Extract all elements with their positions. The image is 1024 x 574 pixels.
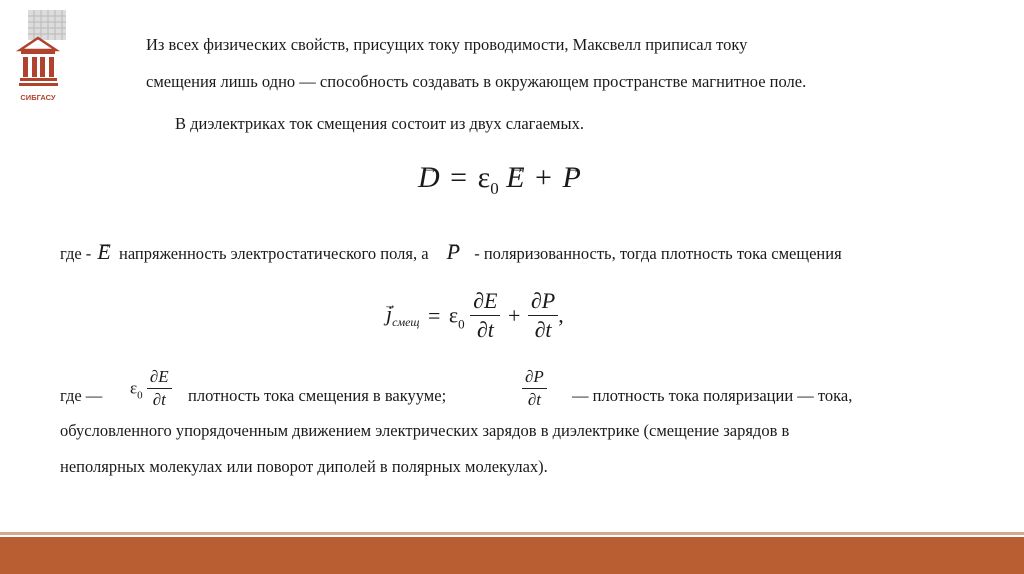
footer-bar xyxy=(0,537,1024,574)
symbol-j-vector: → j xyxy=(386,300,392,328)
footer-thin-bar xyxy=(0,532,1024,535)
where2-dp-den: ∂t xyxy=(527,390,541,409)
where1-prefix: где - xyxy=(60,244,92,263)
inline-p-vector: → P xyxy=(447,242,460,262)
fraction-dp-den: ∂t xyxy=(534,317,552,342)
formula-displacement-current xyxy=(386,287,564,344)
formula2-comma: , xyxy=(558,302,564,328)
inline-e-vector: → E xyxy=(97,242,110,262)
where2-de-num: ∂E xyxy=(147,366,172,389)
where1-suffix: - поляризованность, тогда плотность тока смещения xyxy=(474,244,842,263)
symbol-e-vector: → E xyxy=(506,158,524,198)
text-line-a: обусловленного упорядоченным движением электрических зарядов в диэлектрике (смещение зарядов в xyxy=(60,421,790,440)
formula-dp-dt xyxy=(522,366,547,411)
logo-text: СИБГАСУ xyxy=(20,93,56,102)
fraction-dp-dt xyxy=(528,287,558,344)
where2-fraction-dp-dt xyxy=(522,366,547,411)
fraction-de-den: ∂t xyxy=(476,317,494,342)
symbol-d-vector: → D xyxy=(418,158,440,198)
where2-epsilon-sub: 0 xyxy=(137,389,143,402)
text-line-3: В диэлектриках ток смещения состоит из двух слагаемых. xyxy=(175,114,584,133)
symbol-p-vector: → P xyxy=(562,158,580,198)
formula2-epsilon: ε xyxy=(448,302,459,328)
text-line-2: смещения лишь одно — способность создавать в окружающем пространстве магнитное поле. xyxy=(146,72,807,91)
formula1-plus: + xyxy=(535,161,552,194)
formula-d-equals xyxy=(418,158,581,209)
where2-fraction-de-dt xyxy=(147,366,172,411)
formula2-equals: = xyxy=(428,302,441,328)
formula2-plus: + xyxy=(507,302,521,328)
where2-suffix: — плотность тока поляризации — тока, xyxy=(572,386,853,405)
fraction-de-num: ∂E xyxy=(470,287,500,316)
where2-dp-num: ∂P xyxy=(522,366,547,389)
formula1-epsilon: ε xyxy=(477,161,491,194)
where-line-1 xyxy=(60,239,842,264)
where2-de-den: ∂t xyxy=(152,390,166,409)
where2-epsilon: ε xyxy=(130,378,138,398)
university-logo xyxy=(14,10,66,110)
text-line-1: Из всех физических свойств, присущих току проводимости, Максвелл приписал току xyxy=(146,35,748,54)
where2-prefix: где — xyxy=(60,386,103,405)
formula1-equals: = xyxy=(450,161,468,194)
formula-eps-de-dt xyxy=(130,366,172,411)
fraction-de-dt xyxy=(470,287,500,344)
symbol-j-sub: смещ xyxy=(392,314,420,329)
formula1-epsilon-sub: 0 xyxy=(490,179,499,198)
building-icon xyxy=(14,10,66,110)
where2-middle: плотность тока смещения в вакууме; xyxy=(188,386,447,405)
text-line-b: неполярных молекулах или поворот диполей в полярных молекулах). xyxy=(60,457,548,476)
where1-middle: напряженность электростатического поля, а xyxy=(119,244,429,263)
fraction-dp-num: ∂P xyxy=(528,287,558,316)
formula2-epsilon-sub: 0 xyxy=(458,316,465,332)
